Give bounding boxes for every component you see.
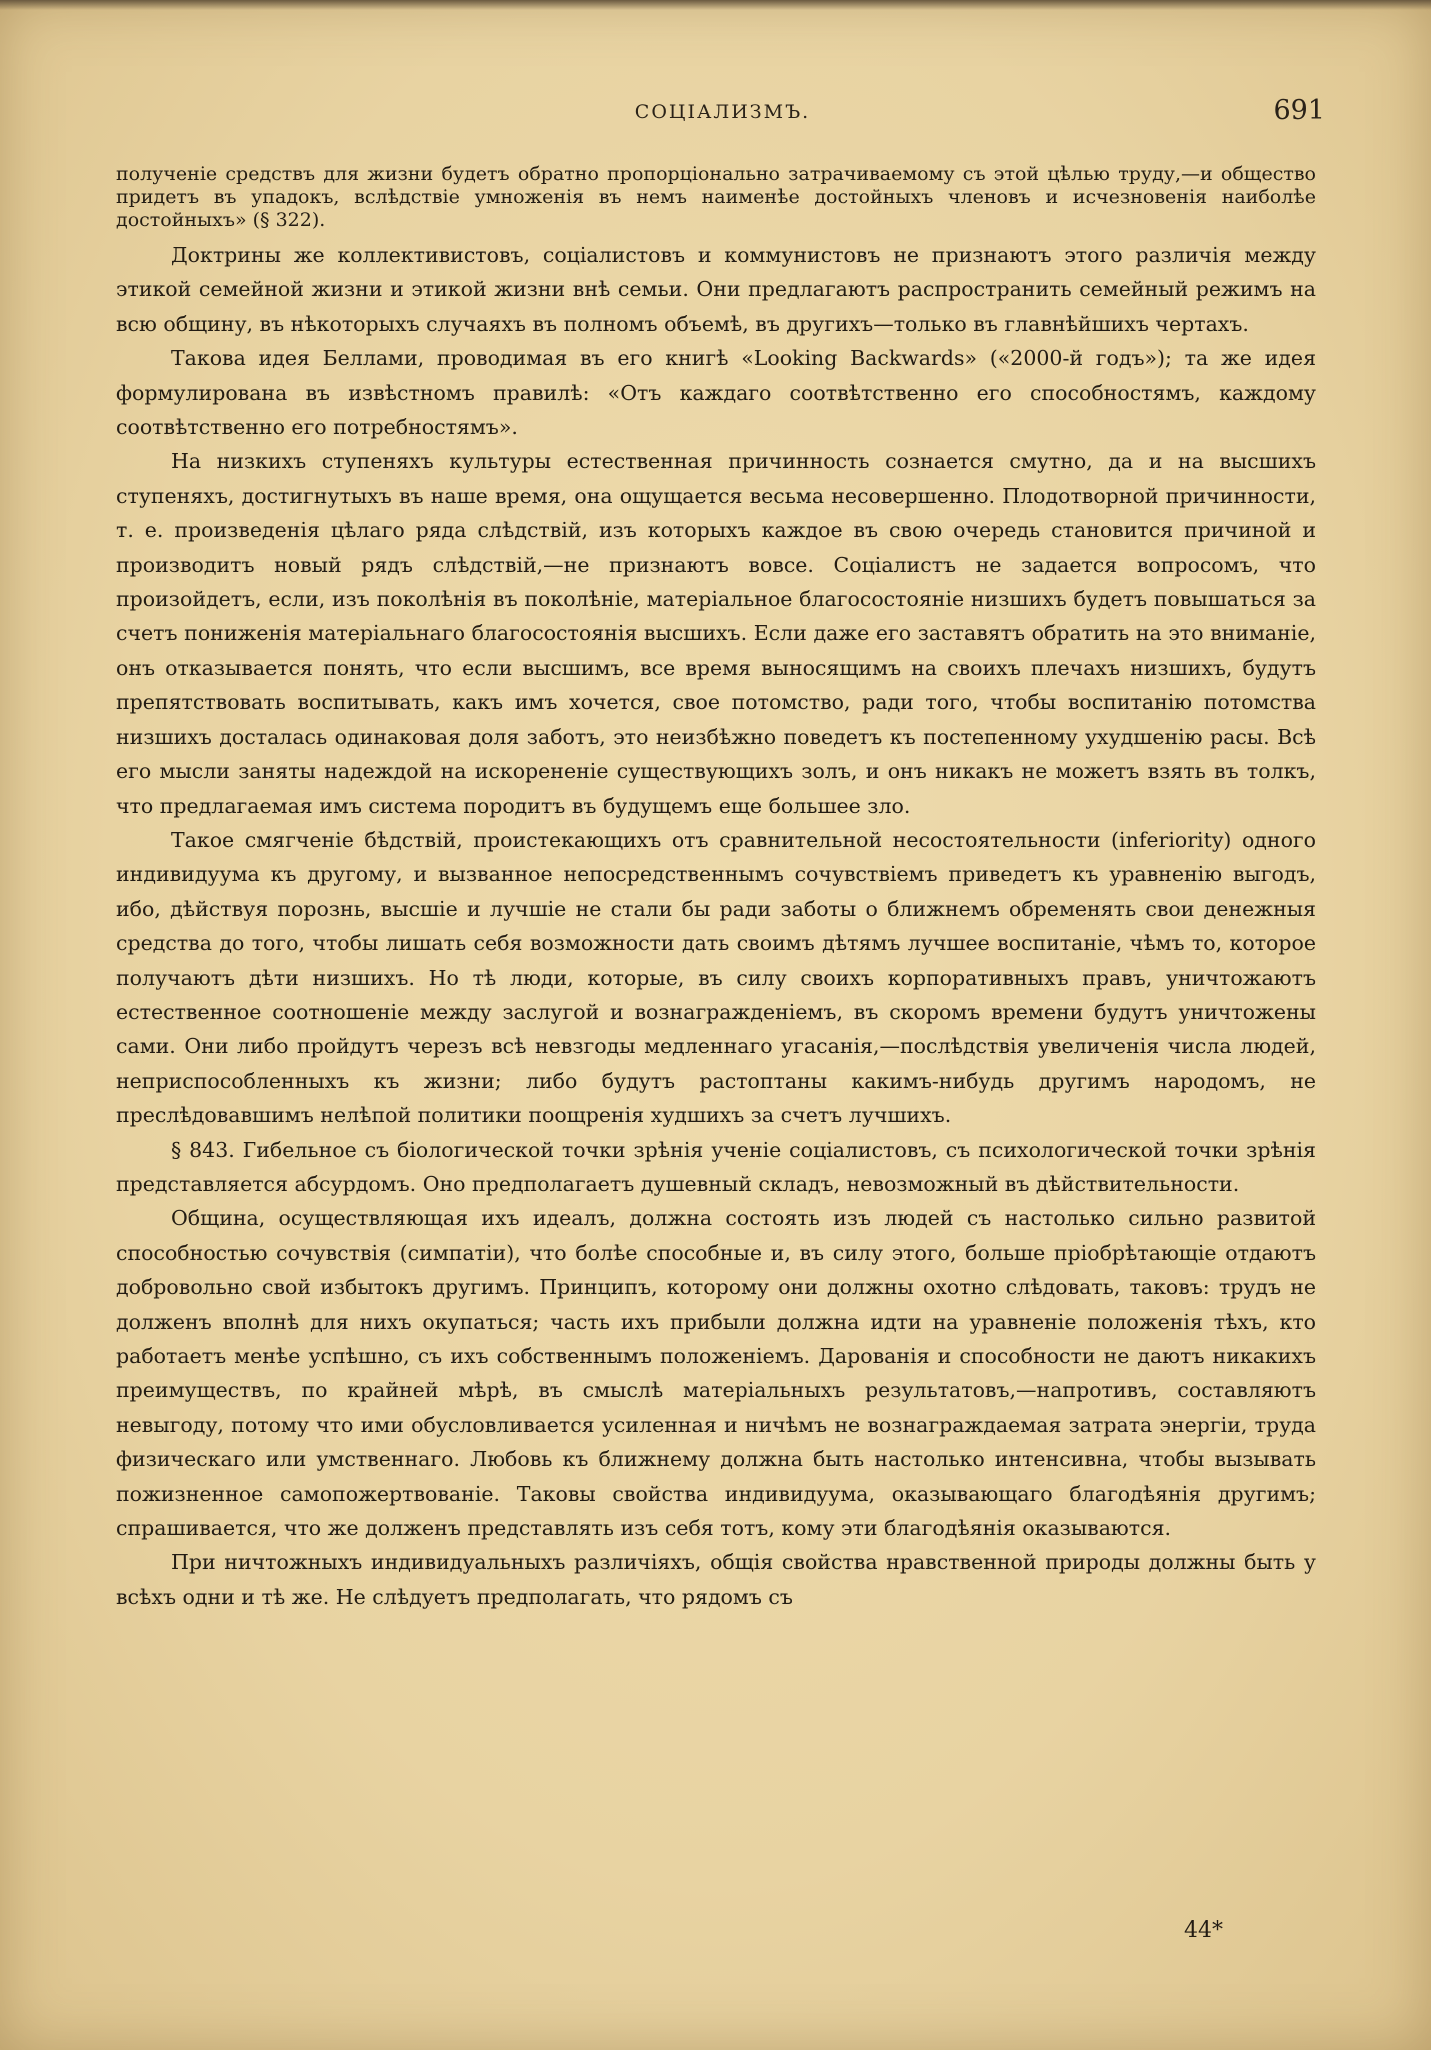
page-number: 691 [1273,95,1325,126]
paragraph: Доктрины же коллективистовъ, соціалистовъ и коммунистовъ не признаютъ этого различія между этикой семейной жизни и этикой жизни внѣ семьи. Они предлагаютъ распространить семейный режимъ на всю общину, въ нѣкоторыхъ случаяхъ въ полномъ объемѣ, въ другихъ—только въ главнѣйшихъ чертахъ. [116,243,1316,336]
paragraph: На низкихъ ступеняхъ культуры естественная причинность сознается смутно, да и на высшихъ ступеняхъ, достигнутыхъ въ наше время, она ощущается весьма несовершенно. Плодотворной причинности, т. е. произведенія цѣлаго ряда слѣдствій, изъ которыхъ каждое въ свою очередь становится причиной и производитъ новый рядъ слѣдствій,—не признаютъ вовсе. Соціалистъ не задается вопросомъ, что произойдетъ, если, изъ поколѣнія въ поколѣніе, матеріальное благосостояніе низшихъ будетъ повышаться за счетъ пониженія матеріальнаго благосостоянія высшихъ. Если даже его заставятъ обратить на это вниманіе, онъ отказывается понять, что если высшимъ, все время выносящимъ на своихъ плечахъ низшихъ, будутъ препятствовать воспитывать, какъ имъ хочется, свое потомство, ради того, чтобы воспитанію потомства низшихъ досталась одинаковая доля заботъ, это неизбѣжно поведетъ къ постепенному ухудшенію расы. Всѣ его мысли заняты надеждой на искорененіе существующихъ золъ, и онъ никакъ не можетъ взять въ толкъ, что предлагаемая имъ система породитъ въ будущемъ еще большее зло. [116,449,1316,818]
section-843-paragraph: § 843. Гибельное съ біологической точки зрѣнія ученіе соціалистовъ, съ психологической точки зрѣнія представляется абсурдомъ. Оно предполагаетъ душевный складъ, невозможный въ дѣйствительности. [116,1137,1316,1196]
quote-continuation: полученіе средствъ для жизни будетъ обратно пропорціонально затрачиваемому съ этой цѣлью труду,—и общество придетъ въ упадокъ, вслѣдствіе умноженія въ немъ наименѣе достойныхъ членовъ и исчезновенія наиболѣе достойныхъ» (§ 322). [116,163,1316,231]
running-title: СОЦІАЛИЗМЪ. [634,101,811,123]
paragraph: Община, осуществляющая ихъ идеалъ, должна состоять изъ людей съ настолько сильно развитой способностью сочувствія (симпатіи), что болѣе способные и, въ силу этого, больше пріобрѣтающіе отдаютъ добровольно свой избытокъ другимъ. Принципъ, которому они должны охотно слѣдовать, таковъ: трудъ не долженъ вполнѣ для нихъ окупаться; часть ихъ прибыли должна идти на уравненіе положенія тѣхъ, кто работаетъ менѣе успѣшно, съ ихъ собственнымъ положеніемъ. Дарованія и способности не даютъ никакихъ преимуществъ, по крайней мѣрѣ, въ смыслѣ матеріальныхъ результатовъ,—напротивъ, составляютъ невыгоду, потому что ими обусловливается усиленная и ничѣмъ не вознаграждаемая затрата энергіи, труда физическаго или умственнаго. Любовь къ ближнему должна быть настолько интенсивна, чтобы вызывать пожизненное самопожертвованіе. Таковы свойства индивидуума, оказывающаго благодѣянія другимъ; спрашивается, что же долженъ представлять изъ себя тотъ, кому эти благодѣянія оказываются. [116,1206,1316,1541]
paragraph: При ничтожныхъ индивидуальныхъ различіяхъ, общія свойства нравственной природы должны быть у всѣхъ одни и тѣ же. Не слѣдуетъ предполагать, что рядомъ съ [116,1550,1316,1609]
body-text [116,163,1316,1614]
page-top-edge [0,0,1431,10]
page-header [120,95,1325,135]
printer-signature-mark: 44* [1184,1918,1223,1943]
paragraph: Такое смягченіе бѣдствій, проистекающихъ отъ сравнительной несостоятельности (inferiority) одного индивидуума къ другому, и вызванное непосредственнымъ сочувствіемъ приведетъ къ уравненію выгодъ, ибо, дѣйствуя порознь, высшіе и лучшіе не стали бы ради заботы о ближнемъ обременять свои денежныя средства до того, чтобы лишать себя возможности дать своимъ дѣтямъ лучшее воспитаніе, чѣмъ то, которое получаютъ дѣти низшихъ. Но тѣ люди, которые, въ силу своихъ корпоративныхъ правъ, уничтожаютъ естественное соотношеніе между заслугой и вознагражденіемъ, въ скоромъ времени будутъ уничтожены сами. Они либо пройдутъ черезъ всѣ невзгоды медленнаго угасанія,—послѣдствія увеличенія числа людей, неприспособленныхъ къ жизни; либо будутъ растоптаны какимъ-нибудь другимъ народомъ, не преслѣдовавшимъ нелѣпой политики поощренія худшихъ за счетъ лучшихъ. [116,827,1316,1128]
paragraph: Такова идея Беллами, проводимая въ его книгѣ «Looking Backwards» («2000-й годъ»); та же идея формулирована въ извѣстномъ правилѣ: «Отъ каждаго соотвѣтственно его способностямъ, каждому соотвѣтственно его потребностямъ». [116,346,1316,440]
